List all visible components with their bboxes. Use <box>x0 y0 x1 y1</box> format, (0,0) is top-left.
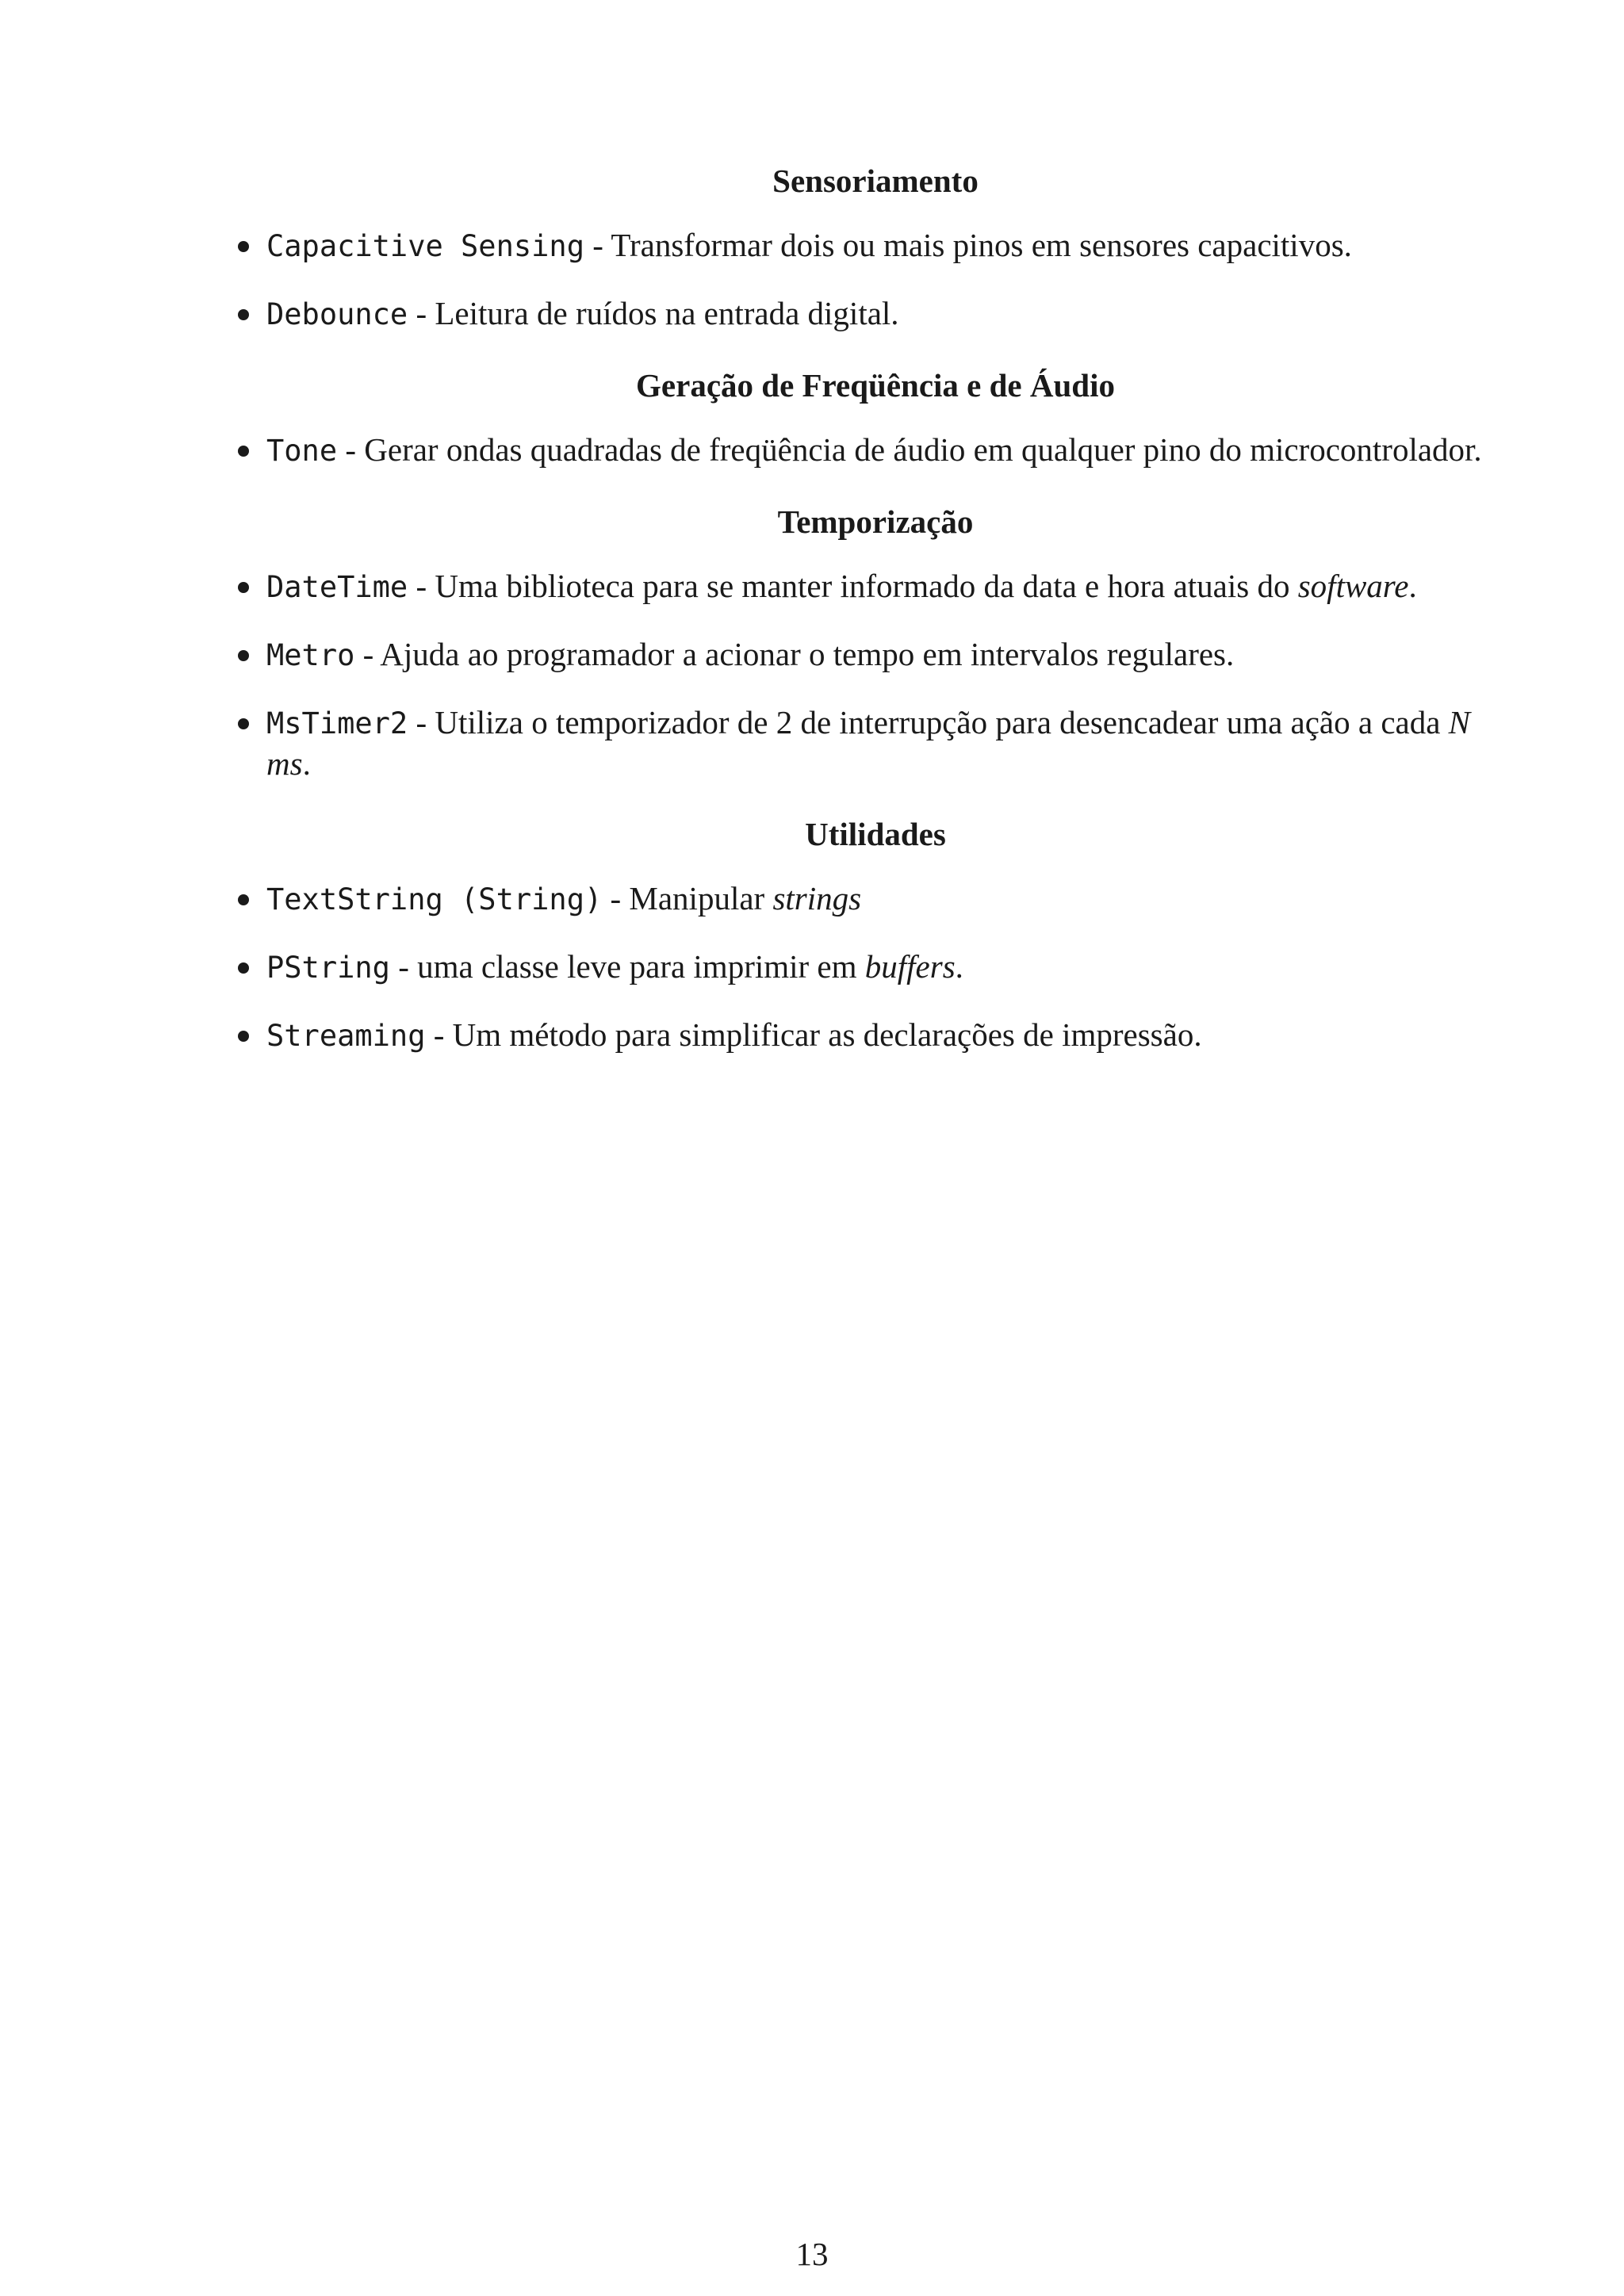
section-title-temporizacao: Temporização <box>777 503 974 540</box>
page-content <box>235 159 1516 1056</box>
library-description: uma classe leve para imprimir em <box>417 948 865 985</box>
page-number: 13 <box>795 2236 829 2272</box>
list-item: TextString (String) - Manipular strings <box>266 880 862 916</box>
list-item: MsTimer2 - Utiliza o temporizador de 2 de interrupção para desencadear uma ação a cada N ms. <box>266 704 1471 782</box>
emphasis-text: buffers <box>864 948 956 985</box>
library-name: PString <box>266 951 390 985</box>
library-description: Utiliza o temporizador de 2 de interrupção para desencadear uma ação a cada <box>435 704 1449 740</box>
list-item: Debounce - Leitura de ruídos na entrada digital. <box>266 295 899 331</box>
section-title-sensoriamento: Sensoriamento <box>772 163 979 199</box>
list-item: DateTime - Uma biblioteca para se manter informado da data e hora atuais do software. <box>266 568 1417 604</box>
library-description: Uma biblioteca para se manter informado da data e hora atuais do <box>435 568 1298 604</box>
list-item: Capacitive Sensing - Transformar dois ou mais pinos em sensores capacitivos. <box>266 227 1352 263</box>
list-geracao-frequencia-audio <box>235 430 1516 471</box>
list-utilidades <box>235 878 1516 1056</box>
list-item: Streaming - Um método para simplificar as declarações de impressão. <box>266 1016 1202 1053</box>
list-item: PString - uma classe leve para imprimir em buffers. <box>266 948 963 985</box>
library-description: Manipular <box>629 880 773 916</box>
library-description: Gerar ondas quadradas de freqüência de áudio em qualquer pino do microcontrolador. <box>364 431 1482 468</box>
library-description: Um método para simplificar as declarações de impressão. <box>452 1016 1202 1053</box>
library-name: Metro <box>266 638 355 672</box>
library-name: Capacitive Sensing <box>266 229 584 263</box>
list-temporizacao <box>235 566 1516 783</box>
library-name: TextString (String) <box>266 882 603 916</box>
library-description: Ajuda ao programador a acionar o tempo em intervalos regulares. <box>380 636 1235 672</box>
library-description: Transformar dois ou mais pinos em sensores capacitivos. <box>611 227 1352 263</box>
emphasis-text: software <box>1297 568 1409 604</box>
library-name: MsTimer2 <box>266 706 408 740</box>
library-name: DateTime <box>266 570 408 604</box>
emphasis-text: N ms <box>266 704 1471 782</box>
list-item: Tone - Gerar ondas quadradas de freqüência de áudio em qualquer pino do microcontrolador. <box>266 431 1482 468</box>
section-title-utilidades: Utilidades <box>805 816 946 852</box>
section-title-geracao-frequencia-audio: Geração de Freqüência e de Áudio <box>636 367 1115 404</box>
list-item: Metro - Ajuda ao programador a acionar o tempo em intervalos regulares. <box>266 636 1235 672</box>
emphasis-text: strings <box>772 880 862 916</box>
library-name: Tone <box>266 434 338 468</box>
list-sensoriamento <box>235 225 1516 335</box>
library-description: Leitura de ruídos na entrada digital. <box>435 295 899 331</box>
library-name: Debounce <box>266 297 408 331</box>
library-name: Streaming <box>266 1019 426 1053</box>
